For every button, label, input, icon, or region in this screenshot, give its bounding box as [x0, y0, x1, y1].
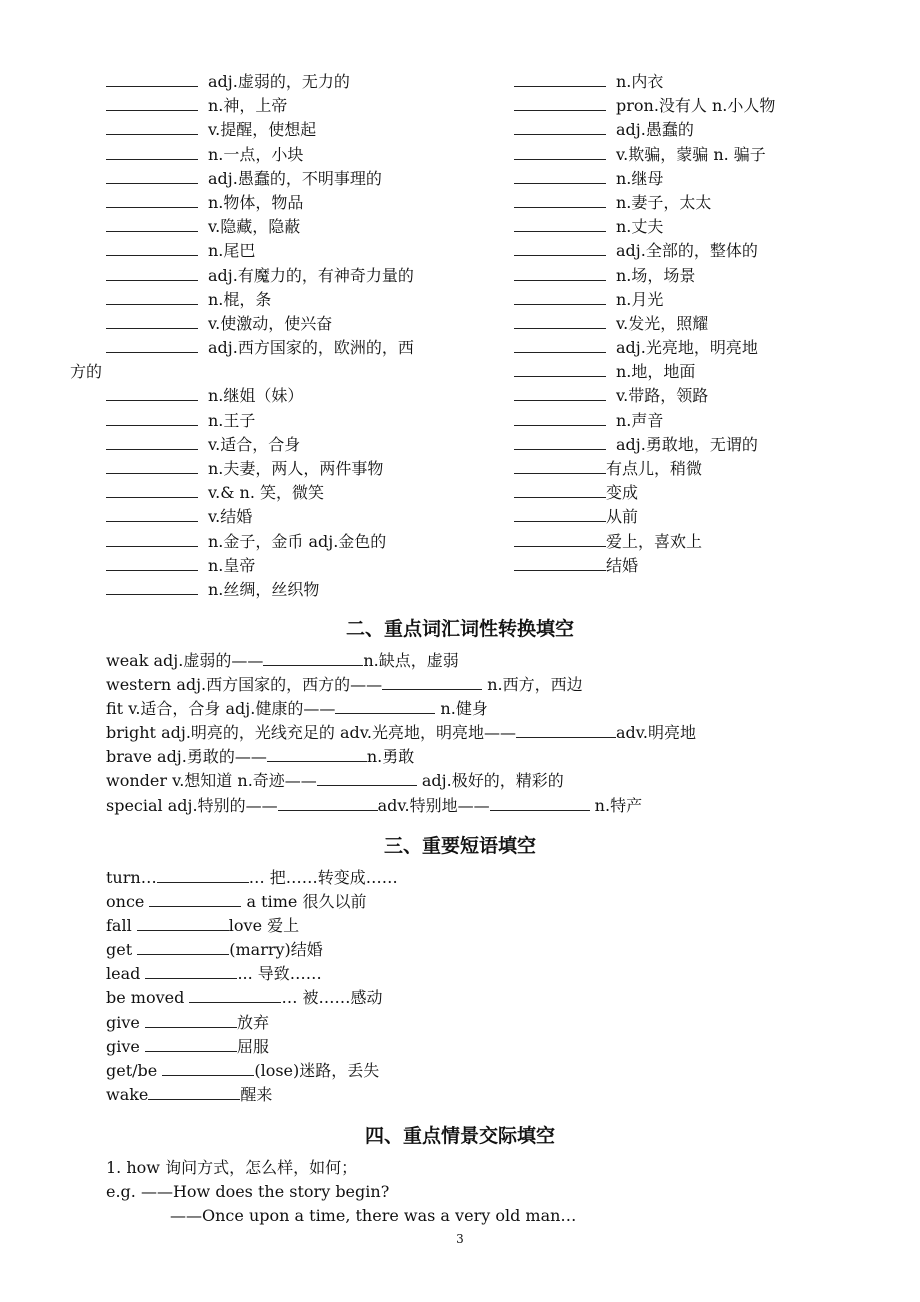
vocab-row [514, 94, 834, 118]
line-text: a time 很久以前 [241, 892, 367, 912]
definition-text: n.场，场景 [616, 265, 696, 285]
phrase-line [106, 914, 826, 938]
definition-text: v.适合，合身 [208, 434, 301, 454]
section-3-body [106, 866, 826, 1107]
line-text: give [106, 1036, 145, 1056]
phrase-line [106, 1083, 826, 1107]
line-text: get [106, 940, 138, 960]
line-text: be moved [106, 988, 190, 1008]
section-4-body [106, 1156, 826, 1228]
vocab-row [106, 167, 486, 191]
answer-blank[interactable] [157, 868, 249, 883]
eg-label: e.g. [106, 1182, 141, 1202]
definition-text: adj.全部的，整体的 [616, 241, 758, 261]
vocab-row [514, 312, 834, 336]
section-3-title: 三、重要短语填空 [383, 835, 536, 857]
phrase-row [514, 457, 834, 481]
answer-blank[interactable] [189, 988, 281, 1003]
line-text: n.健身 [435, 699, 488, 719]
answer-blank[interactable] [514, 217, 606, 232]
answer-blank[interactable] [106, 556, 198, 571]
answer-blank[interactable] [106, 386, 198, 401]
definition-text: n.夫妻，两人，两件事物 [208, 459, 384, 479]
answer-blank[interactable] [514, 266, 606, 281]
definition-text: n.内衣 [616, 72, 664, 91]
definition-text: n.丈夫 [616, 217, 664, 237]
conversion-line [106, 794, 826, 818]
definition-text: n.继姐（妹） [208, 386, 304, 406]
definition-text: adj.愚蠢的，不明事理的 [208, 168, 382, 188]
answer-blank[interactable] [514, 411, 606, 426]
line-text: wake [106, 1084, 149, 1104]
answer-blank[interactable] [149, 892, 241, 907]
answer-blank[interactable] [514, 193, 606, 208]
section-2-title: 二、重点词汇词性转换填空 [345, 618, 574, 640]
answer-blank[interactable] [514, 290, 606, 305]
line-text: special adj.特别的—— [106, 795, 278, 815]
answer-blank[interactable] [514, 556, 606, 571]
phrase-line [106, 1035, 826, 1059]
conversion-line [106, 649, 826, 673]
vocab-row [106, 433, 486, 457]
line-text: adj.极好的，精彩的 [416, 771, 564, 791]
vocab-row [106, 554, 486, 578]
definition-text: v.结婚 [208, 507, 253, 527]
definition-text: n.继母 [616, 168, 664, 188]
answer-blank[interactable] [148, 1085, 240, 1100]
answer-blank[interactable] [106, 241, 198, 256]
definition-text: n.金子，金币 adj.金色的 [208, 531, 387, 551]
answer-blank[interactable] [106, 72, 198, 87]
section-2-body [106, 649, 826, 818]
phrase-line [106, 866, 826, 890]
answer-blank[interactable] [317, 771, 417, 786]
answer-blank[interactable] [516, 723, 616, 738]
line-text: (lose)迷路，丢失 [254, 1060, 380, 1080]
answer-blank[interactable] [106, 459, 198, 474]
vocab-row [514, 118, 834, 142]
phrase-meaning: 爱上，喜欢上 [606, 531, 703, 551]
vocab-row [514, 215, 834, 239]
line-text: once [106, 892, 150, 912]
answer-blank[interactable] [514, 435, 606, 450]
vocab-row [106, 94, 486, 118]
example-answer-line: ——Once upon a time, there was a very old man… [170, 1206, 577, 1226]
vocab-row [106, 481, 486, 505]
answer-blank[interactable] [514, 72, 606, 87]
vocab-row [514, 360, 834, 384]
answer-blank[interactable] [106, 145, 198, 160]
definition-continuation: 方的 [70, 362, 103, 382]
answer-blank[interactable] [106, 120, 198, 135]
definition-text: n.妻子，太太 [616, 192, 712, 212]
line-text: 屈服 [236, 1036, 269, 1056]
line-text: love 爱上 [228, 916, 300, 936]
line-text: get/be [106, 1060, 163, 1080]
answer-blank[interactable] [106, 411, 198, 426]
answer-blank[interactable] [514, 120, 606, 135]
line-text: n.勇敢 [366, 747, 415, 767]
conversion-line [106, 769, 826, 793]
answer-blank[interactable] [106, 266, 198, 281]
vocab-right-column [514, 70, 834, 578]
definition-text: n.尾巴 [208, 241, 256, 261]
phrase-row [514, 505, 834, 529]
answer-blank[interactable] [514, 483, 606, 498]
example-question-line [106, 1180, 826, 1204]
line-text: give [106, 1012, 145, 1032]
conversion-line [106, 721, 826, 745]
phrase-meaning: 有点儿，稍微 [606, 459, 703, 478]
phrase-row [514, 554, 834, 578]
phrase-meaning: 结婚 [606, 555, 639, 575]
vocab-row [514, 433, 834, 457]
answer-blank[interactable] [267, 747, 367, 762]
answer-blank[interactable] [106, 532, 198, 547]
definition-text: n.月光 [616, 289, 664, 309]
vocab-row [106, 312, 486, 336]
vocab-row [514, 336, 834, 360]
answer-blank[interactable] [263, 651, 363, 666]
definition-text: n.一点，小块 [208, 144, 304, 164]
conversion-line [106, 673, 826, 697]
vocab-row [106, 384, 486, 408]
vocab-row [106, 215, 486, 239]
definition-text: pron.没有人 n.小人物 [616, 96, 776, 116]
answer-blank[interactable] [490, 796, 590, 811]
answer-blank[interactable] [106, 217, 198, 232]
conversion-line [106, 745, 826, 769]
vocab-row [106, 191, 486, 215]
line-text: … 被……感动 [281, 988, 383, 1008]
vocab-row [514, 70, 834, 94]
answer-blank[interactable] [514, 241, 606, 256]
definition-text: adj.虚弱的，无力的 [208, 72, 350, 91]
definition-text: v.& n. 笑，微笑 [208, 483, 325, 503]
line-text: 放弃 [236, 1012, 269, 1032]
definition-text: n.声音 [616, 410, 664, 430]
phrase-line [106, 986, 826, 1010]
definition-text: n.丝绸，丝织物 [208, 579, 320, 599]
vocab-row [106, 264, 486, 288]
vocab-left-column [70, 70, 486, 602]
line-text: … 把……转变成…… [248, 868, 398, 887]
vocab-row [106, 409, 486, 433]
answer-blank[interactable] [514, 145, 606, 160]
definition-text: adj.光亮地，明亮地 [616, 338, 758, 358]
answer-blank[interactable] [514, 362, 606, 377]
conversion-line [106, 697, 826, 721]
answer-blank[interactable] [514, 532, 606, 547]
line-text: ... 导致…… [237, 964, 322, 984]
line-text: (marry)结婚 [229, 940, 323, 960]
answer-blank[interactable] [106, 96, 198, 111]
vocab-row [106, 505, 486, 529]
definition-text: n.神，上帝 [208, 96, 288, 116]
vocab-row [106, 239, 486, 263]
definition-text: adj.西方国家的，欧洲的，西 [208, 338, 414, 358]
line-text: n.西方，西边 [482, 675, 583, 695]
line-text: turn… [106, 868, 157, 887]
definition-text: n.地，地面 [616, 362, 696, 382]
vocab-row [106, 143, 486, 167]
answer-blank[interactable] [514, 386, 606, 401]
definition-text: v.使激动，使兴奋 [208, 313, 333, 333]
line-text: n.缺点，虚弱 [363, 651, 459, 670]
vocab-row [106, 288, 486, 312]
answer-blank[interactable] [106, 338, 198, 353]
vocab-row [514, 409, 834, 433]
answer-blank[interactable] [145, 964, 237, 979]
definition-text: n.皇帝 [208, 555, 256, 575]
line-text: brave adj.勇敢的—— [106, 747, 267, 767]
definition-text: n.王子 [208, 410, 256, 430]
line-text: n.特产 [589, 795, 643, 815]
line-text: bright adj.明亮的，光线充足的 adv.光亮地，明亮地—— [106, 723, 516, 743]
answer-blank[interactable] [106, 507, 198, 522]
vocab-row [514, 384, 834, 408]
phrase-line [106, 962, 826, 986]
answer-blank[interactable] [106, 483, 198, 498]
answer-blank[interactable] [106, 290, 198, 305]
line-text: adv.特别地—— [377, 795, 490, 815]
answer-blank[interactable] [145, 1037, 237, 1052]
definition-text: v.欺骗，蒙骗 n. 骗子 [616, 144, 766, 164]
line-text: weak adj.虚弱的—— [106, 651, 264, 670]
phrase-row [514, 481, 834, 505]
answer-blank[interactable] [106, 169, 198, 184]
vocab-row [514, 288, 834, 312]
vocab-row [106, 578, 486, 602]
line-text: fit v.适合，合身 adj.健康的—— [106, 699, 336, 719]
line-text: lead [106, 964, 146, 984]
answer-blank[interactable] [514, 507, 606, 522]
answer-blank[interactable] [106, 435, 198, 450]
answer-blank[interactable] [137, 940, 229, 955]
answer-blank[interactable] [137, 916, 229, 931]
item-line: 1. how 询问方式，怎么样，如何； [106, 1158, 358, 1177]
phrase-line [106, 890, 826, 914]
phrase-meaning: 变成 [606, 483, 639, 503]
phrase-meaning: 从前 [606, 507, 639, 527]
answer-blank[interactable] [106, 580, 198, 595]
answer-blank[interactable] [162, 1061, 254, 1076]
definition-text: v.带路，领路 [616, 386, 709, 406]
definition-text: adj.愚蠢的 [616, 120, 694, 140]
vocab-row [106, 70, 486, 94]
definition-text: n.物体，物品 [208, 192, 304, 212]
answer-blank[interactable] [514, 96, 606, 111]
phrase-line [106, 938, 826, 962]
answer-blank[interactable] [145, 1013, 237, 1028]
answer-blank[interactable] [278, 796, 378, 811]
section-4-title: 四、重点情景交际填空 [364, 1125, 555, 1147]
vocab-row [106, 118, 486, 142]
line-text: adv.明亮地 [616, 723, 697, 743]
answer-blank[interactable] [514, 169, 606, 184]
vocab-row [70, 336, 486, 384]
vocab-row [514, 264, 834, 288]
phrase-row [514, 530, 834, 554]
vocab-row [106, 530, 486, 554]
definition-text: v.发光，照耀 [616, 313, 709, 333]
vocab-row [514, 167, 834, 191]
definition-text: adj.勇敢地，无谓的 [616, 434, 758, 454]
definition-text: adj.有魔力的，有神奇力量的 [208, 265, 414, 285]
definition-text: v.提醒，使想起 [208, 120, 317, 140]
vocab-row [106, 457, 486, 481]
vocab-row [514, 143, 834, 167]
answer-blank[interactable] [106, 314, 198, 329]
answer-blank[interactable] [335, 699, 435, 714]
answer-blank[interactable] [382, 675, 482, 690]
phrase-line [106, 1011, 826, 1035]
line-text: 醒来 [240, 1084, 273, 1104]
answer-blank[interactable] [514, 459, 606, 474]
vocab-row [514, 239, 834, 263]
page-number: 3 [456, 1232, 464, 1246]
answer-blank[interactable] [106, 193, 198, 208]
line-text: fall [106, 916, 137, 936]
line-text: western adj.西方国家的，西方的—— [106, 675, 383, 695]
phrase-line [106, 1059, 826, 1083]
vocab-row [514, 191, 834, 215]
line-text: wonder v.想知道 n.奇迹—— [106, 771, 317, 791]
example-question: ——How does the story begin? [140, 1182, 390, 1202]
definition-text: n.棍，条 [208, 289, 272, 309]
definition-text: v.隐藏，隐蔽 [208, 217, 301, 237]
answer-blank[interactable] [514, 338, 606, 353]
answer-blank[interactable] [514, 314, 606, 329]
